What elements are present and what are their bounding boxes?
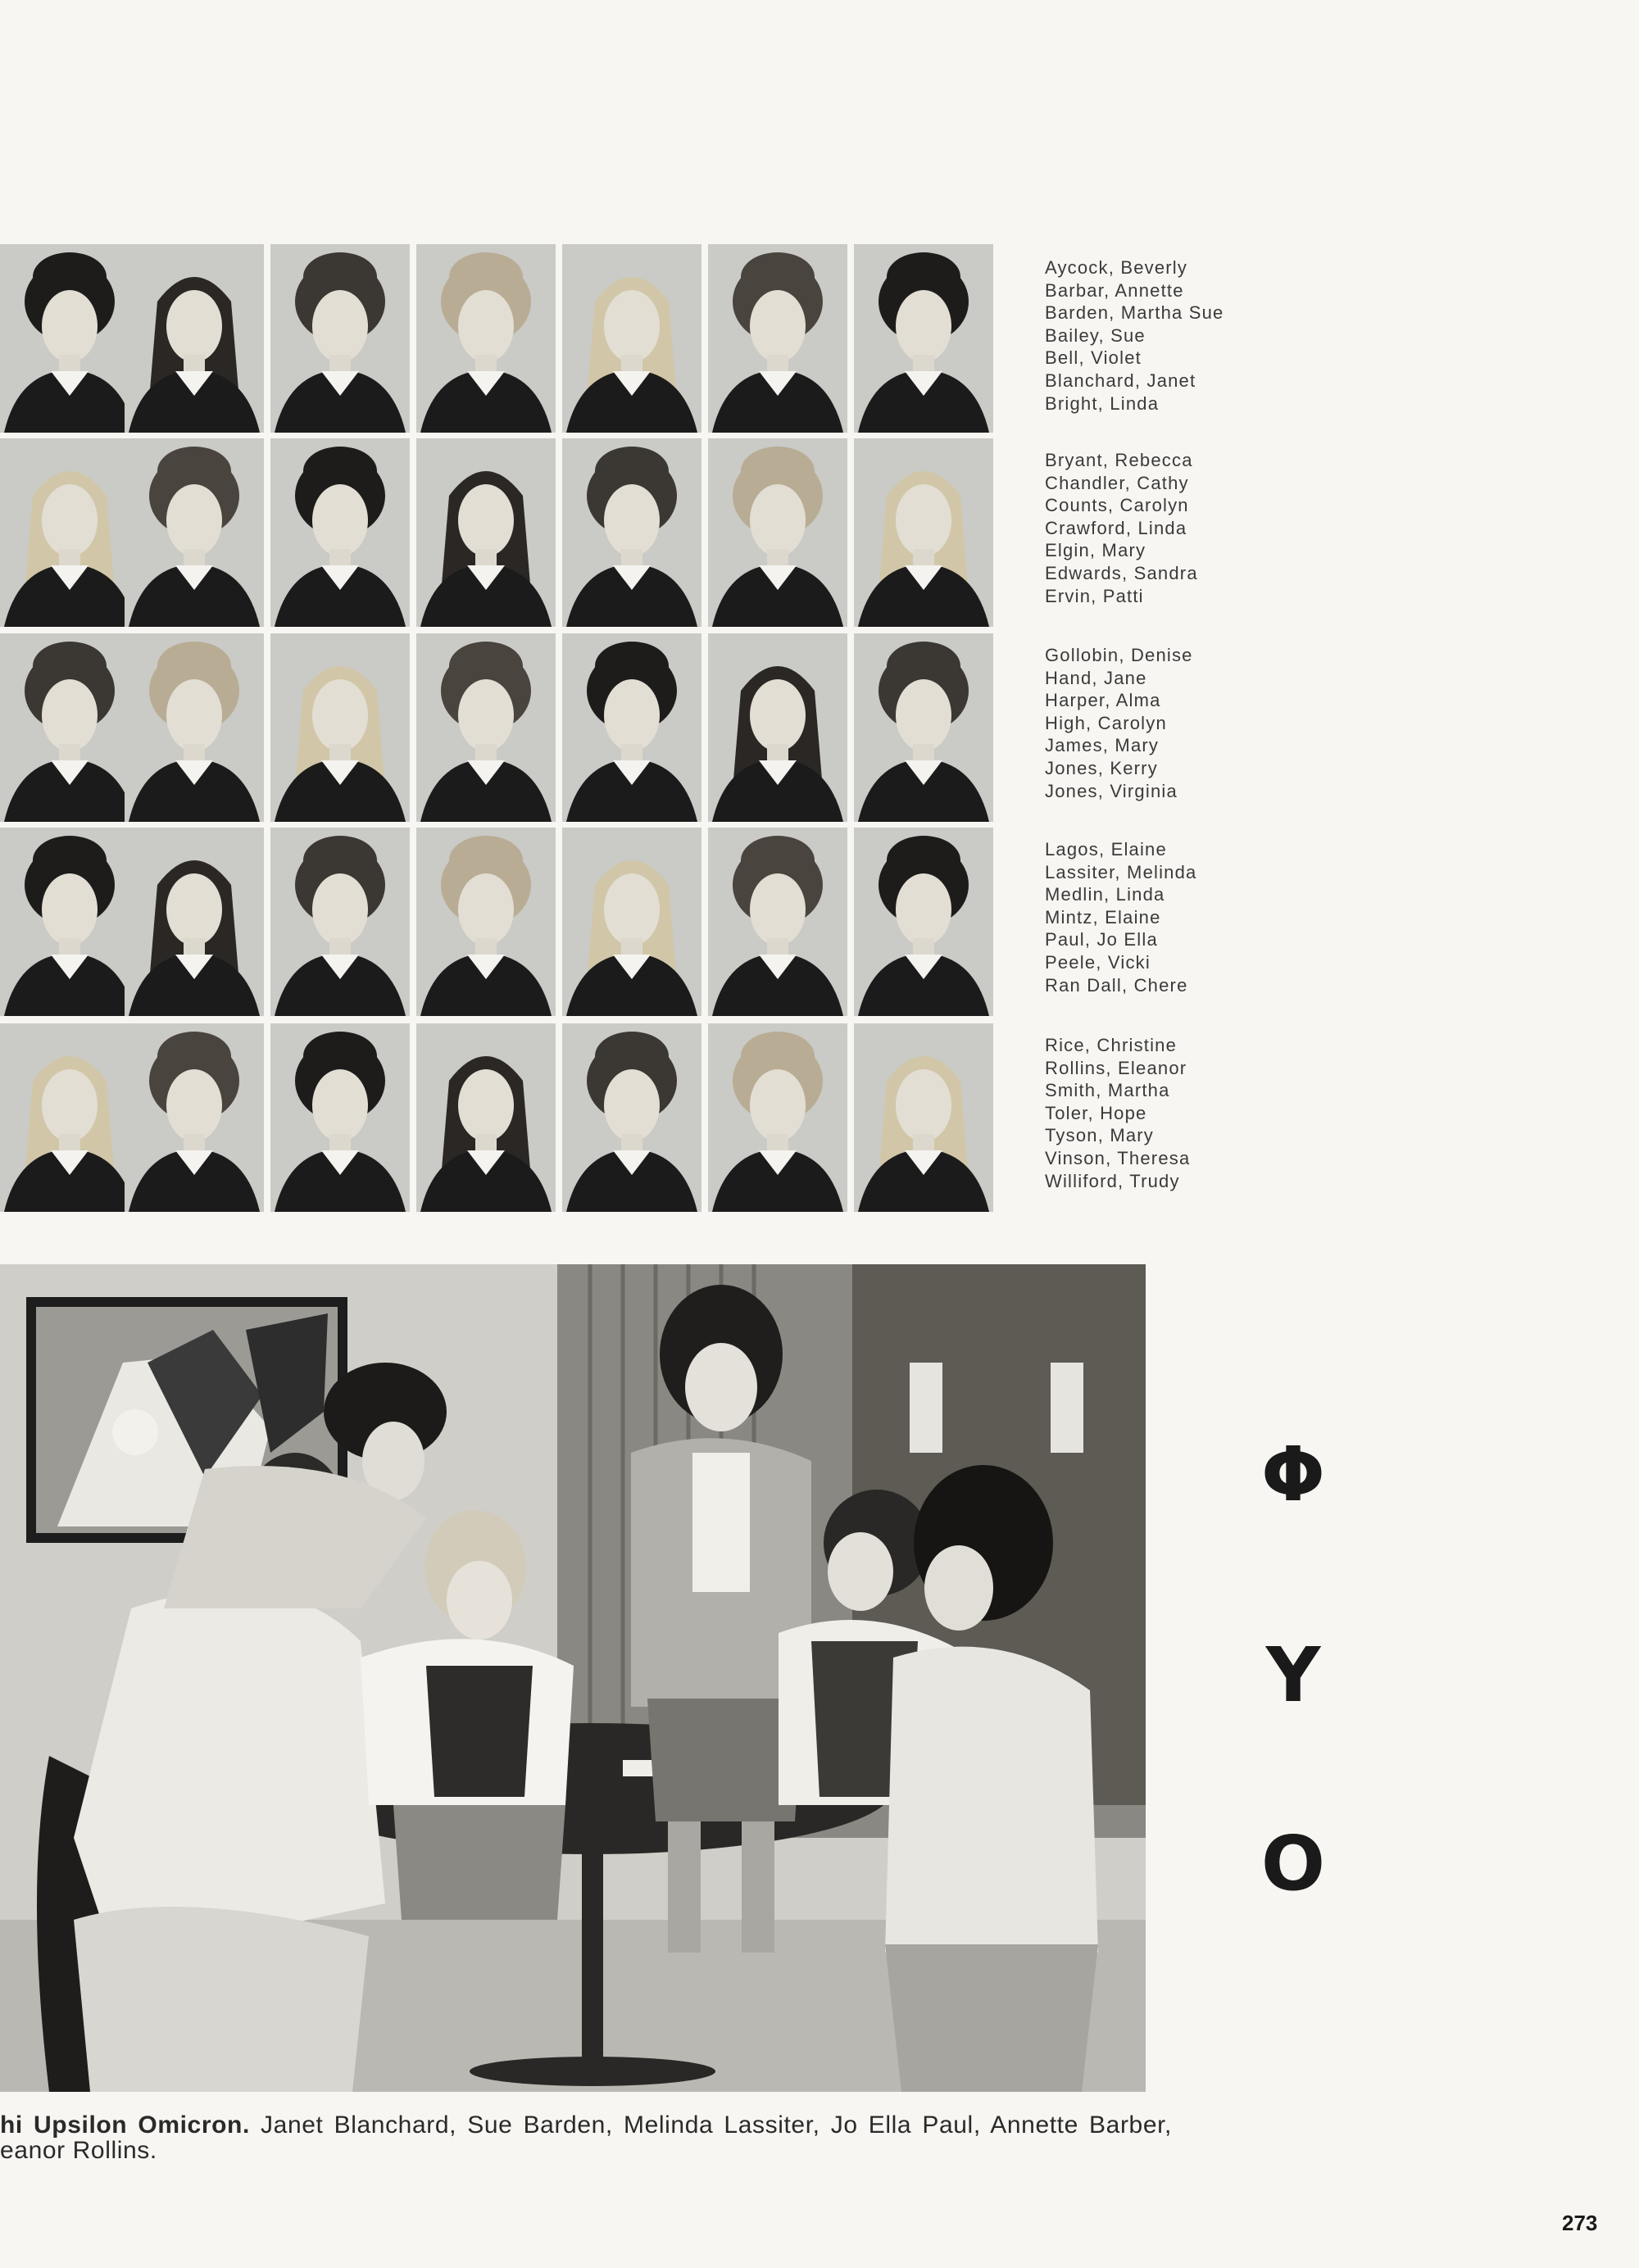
portrait-grid xyxy=(0,244,995,1216)
name-entry: Vinson, Theresa xyxy=(1045,1147,1191,1168)
member-portrait xyxy=(0,828,139,1016)
name-entry: Lassiter, Melinda xyxy=(1045,861,1197,882)
member-portrait xyxy=(270,438,410,627)
name-entry: Blanchard, Janet xyxy=(1045,370,1196,391)
name-entry: Edwards, Sandra xyxy=(1045,562,1198,583)
portrait-photo xyxy=(270,828,410,1016)
member-portrait xyxy=(416,1023,556,1212)
name-entry: Tyson, Mary xyxy=(1045,1125,1155,1146)
name-entry: Bell, Violet xyxy=(1045,347,1142,369)
name-entry: Crawford, Linda xyxy=(1045,517,1187,538)
portrait-photo xyxy=(562,244,701,433)
name-entry: Bright, Linda xyxy=(1045,392,1160,414)
name-list-row-2 xyxy=(1045,449,1198,607)
greek-letter-phi: Φ xyxy=(1260,1431,1326,1518)
member-portrait xyxy=(562,1023,701,1212)
portrait-photo xyxy=(416,633,556,822)
portrait-photo xyxy=(416,828,556,1016)
portrait-photo xyxy=(562,633,701,822)
name-entry: High, Carolyn xyxy=(1045,712,1167,733)
member-portrait xyxy=(562,244,701,433)
name-entry: Bryant, Rebecca xyxy=(1045,450,1193,470)
name-entry: Hand, Jane xyxy=(1045,667,1147,688)
caption-text: Janet Blanchard, Sue Barden, Melinda Lassiter, Jo Ella Paul, Annette Barber, eanor Rollins. xyxy=(0,2112,1172,2164)
portrait-photo xyxy=(0,1023,139,1212)
member-portrait xyxy=(562,438,701,627)
portrait-photo xyxy=(0,828,139,1016)
name-entry: Aycock, Beverly xyxy=(1045,257,1188,278)
name-entry: Ran Dall, Chere xyxy=(1045,974,1188,996)
portrait-photo xyxy=(562,1023,701,1212)
name-entry: Paul, Jo Ella xyxy=(1045,929,1158,950)
member-portrait xyxy=(0,1023,139,1212)
greek-letter-upsilon: Y xyxy=(1265,1631,1321,1719)
group-photo-image xyxy=(0,1264,1146,2092)
portrait-photo xyxy=(562,438,701,627)
member-portrait xyxy=(125,1023,264,1212)
name-entry: Barbar, Annette xyxy=(1045,279,1184,301)
member-portrait xyxy=(0,633,139,822)
portrait-photo xyxy=(708,633,847,822)
member-portrait xyxy=(708,1023,847,1212)
name-entry: Peele, Vicki xyxy=(1045,951,1151,973)
member-portrait xyxy=(270,828,410,1016)
name-list-row-4 xyxy=(1045,838,1197,996)
portrait-photo xyxy=(854,633,993,822)
portrait-photo xyxy=(270,1023,410,1212)
name-entry: Elgin, Mary xyxy=(1045,540,1146,561)
name-entry: Barden, Martha Sue xyxy=(1045,302,1224,324)
member-portrait xyxy=(708,438,847,627)
name-entry: Jones, Kerry xyxy=(1045,757,1158,778)
name-list-row-3 xyxy=(1045,644,1193,802)
portrait-photo xyxy=(708,438,847,627)
member-portrait xyxy=(125,438,264,627)
portrait-photo xyxy=(270,633,410,822)
name-entry: Rice, Christine xyxy=(1045,1035,1178,1055)
member-portrait xyxy=(854,828,993,1016)
member-portrait xyxy=(416,244,556,433)
portrait-photo xyxy=(0,438,139,627)
name-entry: Jones, Virginia xyxy=(1045,780,1178,801)
portrait-photo xyxy=(854,1023,993,1212)
member-portrait xyxy=(416,438,556,627)
member-portrait xyxy=(562,828,701,1016)
name-list-row-5 xyxy=(1045,1034,1190,1192)
portrait-photo xyxy=(416,1023,556,1212)
portrait-photo xyxy=(562,828,701,1016)
portrait-photo xyxy=(854,244,993,433)
name-entry: Lagos, Elaine xyxy=(1045,839,1167,860)
portrait-photo xyxy=(125,1023,264,1212)
name-entry: Harper, Alma xyxy=(1045,690,1161,711)
member-portrait xyxy=(854,633,993,822)
name-entry: Mintz, Elaine xyxy=(1045,906,1161,928)
portrait-photo xyxy=(270,244,410,433)
page-number: 273 xyxy=(1562,2211,1598,2235)
portrait-photo xyxy=(708,828,847,1016)
portrait-photo xyxy=(0,633,139,822)
name-entry: Medlin, Linda xyxy=(1045,884,1165,905)
portrait-photo xyxy=(125,828,264,1016)
name-entry: Smith, Martha xyxy=(1045,1080,1170,1101)
caption-heading: hi Upsilon Omicron. xyxy=(0,2112,250,2139)
portrait-photo xyxy=(854,828,993,1016)
portrait-photo xyxy=(416,244,556,433)
portrait-photo xyxy=(416,438,556,627)
portrait-photo xyxy=(125,633,264,822)
photo-caption xyxy=(0,2112,1172,2163)
name-entry: Toler, Hope xyxy=(1045,1102,1147,1123)
member-portrait xyxy=(270,633,410,822)
name-entry: Counts, Carolyn xyxy=(1045,495,1189,516)
portrait-photo xyxy=(0,244,139,433)
portrait-photo xyxy=(708,244,847,433)
name-entry: Gollobin, Denise xyxy=(1045,645,1193,665)
portrait-photo xyxy=(270,438,410,627)
greek-letter-omicron: O xyxy=(1260,1820,1326,1907)
member-portrait xyxy=(270,1023,410,1212)
member-portrait xyxy=(708,244,847,433)
member-portrait xyxy=(270,244,410,433)
portrait-photo xyxy=(708,1023,847,1212)
portrait-photo xyxy=(125,438,264,627)
member-portrait xyxy=(562,633,701,822)
member-portrait xyxy=(708,828,847,1016)
portrait-photo xyxy=(125,244,264,433)
name-entry: Chandler, Cathy xyxy=(1045,472,1189,493)
name-entry: Ervin, Patti xyxy=(1045,585,1144,606)
member-portrait xyxy=(854,244,993,433)
member-portrait xyxy=(125,244,264,433)
member-portrait xyxy=(125,828,264,1016)
member-portrait xyxy=(0,438,139,627)
member-portrait xyxy=(708,633,847,822)
name-list-row-1 xyxy=(1045,256,1224,415)
name-entry: James, Mary xyxy=(1045,735,1160,756)
name-entry: Williford, Trudy xyxy=(1045,1170,1180,1191)
member-portrait xyxy=(125,633,264,822)
member-portrait xyxy=(0,244,139,433)
name-entry: Bailey, Sue xyxy=(1045,324,1146,346)
group-photo xyxy=(0,1264,1146,2092)
member-portrait xyxy=(854,438,993,627)
portrait-photo xyxy=(854,438,993,627)
name-entry: Rollins, Eleanor xyxy=(1045,1057,1187,1078)
member-portrait xyxy=(416,633,556,822)
member-portrait xyxy=(416,828,556,1016)
member-portrait xyxy=(854,1023,993,1212)
